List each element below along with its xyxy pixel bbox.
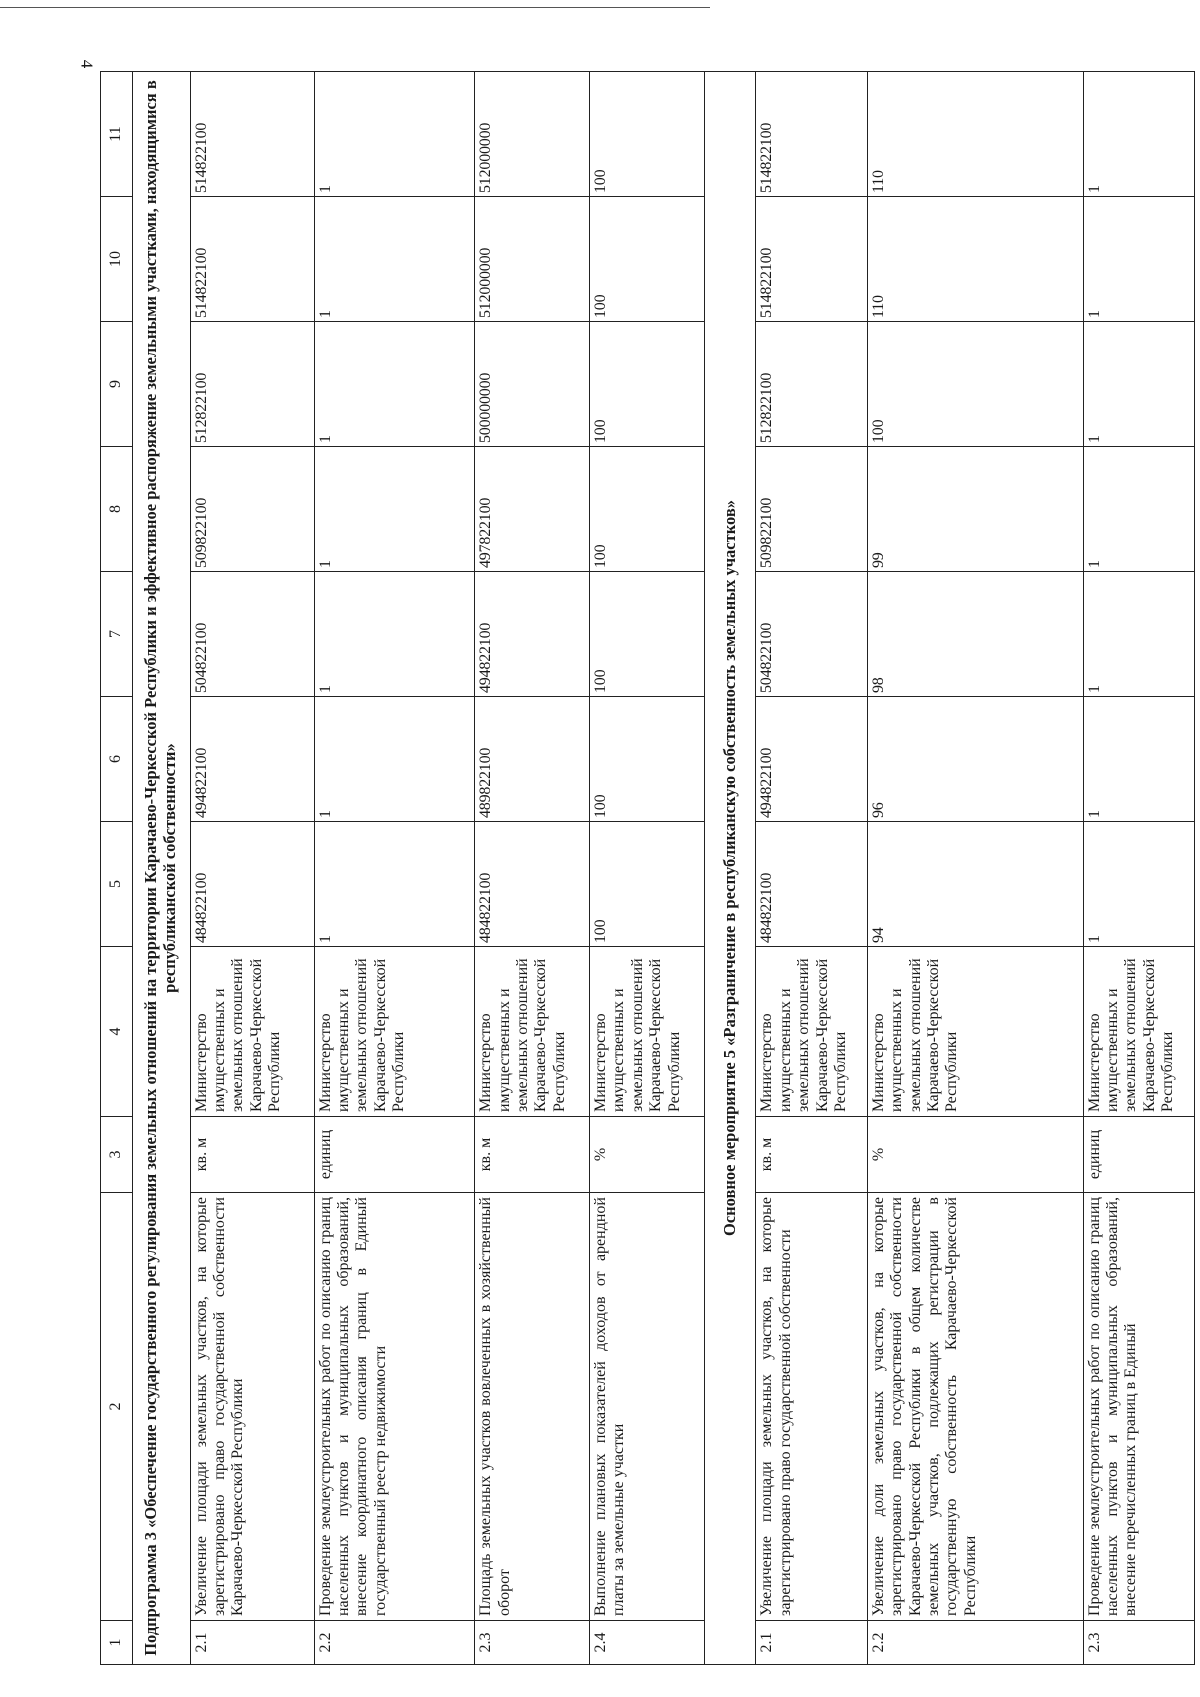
value-cell: 512822100 xyxy=(190,322,314,447)
header-cell: 5 xyxy=(101,822,133,947)
executor: Министерство имущественных и земельных отношений Карачаево-Черкесской Республики xyxy=(1083,947,1194,1117)
value-cell: 94 xyxy=(867,822,1083,947)
value-cell: 512000000 xyxy=(475,197,590,322)
unit: кв. м xyxy=(190,1117,314,1193)
value-cell: 512000000 xyxy=(475,72,590,197)
value-cell: 1 xyxy=(314,572,475,697)
executor: Министерство имущественных и земельных отношений Карачаево-Черкесской Республики xyxy=(190,947,314,1117)
value-cell: 1 xyxy=(1083,447,1194,572)
unit: единиц xyxy=(314,1117,475,1193)
header-row xyxy=(101,72,133,1665)
header-cell: 11 xyxy=(101,72,133,197)
top-rule xyxy=(0,7,710,8)
value-cell: 100 xyxy=(590,322,705,447)
value-cell: 1 xyxy=(314,697,475,822)
unit: кв. м xyxy=(756,1117,867,1193)
indicators-table xyxy=(100,71,1195,1665)
table-row xyxy=(590,72,705,1665)
value-cell: 484822100 xyxy=(756,822,867,947)
value-cell: 489822100 xyxy=(475,697,590,822)
header-cell: 4 xyxy=(101,947,133,1117)
value-cell: 1 xyxy=(314,447,475,572)
value-cell: 514822100 xyxy=(756,197,867,322)
section-title-row xyxy=(704,72,756,1665)
header-cell: 10 xyxy=(101,197,133,322)
value-cell: 484822100 xyxy=(475,822,590,947)
value-cell: 1 xyxy=(314,72,475,197)
value-cell: 514822100 xyxy=(756,72,867,197)
table-row xyxy=(190,72,314,1665)
table-row xyxy=(867,72,1083,1665)
row-number: 2.2 xyxy=(867,1621,1083,1665)
unit: единиц xyxy=(1083,1117,1194,1193)
document-sheet xyxy=(100,76,1195,1665)
value-cell: 99 xyxy=(867,447,1083,572)
table-row xyxy=(314,72,475,1665)
value-cell: 100 xyxy=(590,822,705,947)
header-cell: 9 xyxy=(101,322,133,447)
value-cell: 100 xyxy=(590,197,705,322)
value-cell: 512822100 xyxy=(756,322,867,447)
header-cell: 7 xyxy=(101,572,133,697)
header-cell: 2 xyxy=(101,1193,133,1621)
value-cell: 1 xyxy=(314,197,475,322)
row-number: 2.4 xyxy=(590,1621,705,1665)
value-cell: 514822100 xyxy=(190,197,314,322)
row-number: 2.3 xyxy=(1083,1621,1194,1665)
header-cell: 6 xyxy=(101,697,133,822)
table-row xyxy=(1083,72,1194,1665)
indicator-description: Увеличение площади земельных участков, на которые зарегистрировано право государственной собственности xyxy=(756,1193,867,1621)
row-number: 2.1 xyxy=(190,1621,314,1665)
value-cell: 504822100 xyxy=(190,572,314,697)
unit: % xyxy=(590,1117,705,1193)
value-cell: 100 xyxy=(590,697,705,822)
executor: Министерство имущественных и земельных отношений Карачаево-Черкесской Республики xyxy=(590,947,705,1117)
row-number: 2.1 xyxy=(756,1621,867,1665)
value-cell: 504822100 xyxy=(756,572,867,697)
value-cell: 484822100 xyxy=(190,822,314,947)
row-number: 2.2 xyxy=(314,1621,475,1665)
indicator-description: Проведение землеустроительных работ по описанию границ населенных пунктов и муниципальных образований, внесение перечисленных границ в Единый xyxy=(1083,1193,1194,1621)
value-cell: 509822100 xyxy=(190,447,314,572)
indicator-description: Площадь земельных участков вовлеченных в хозяйственный оборот xyxy=(475,1193,590,1621)
section-title: Подпрограмма 3 «Обеспечение государственного регулирования земельных отношений на территории Карачаево-Черкесской Республики и эффективное распоряжение земельными участками, находящимися в республиканской собственности» xyxy=(133,72,190,1665)
unit: % xyxy=(867,1117,1083,1193)
executor: Министерство имущественных и земельных отношений Карачаево-Черкесской Республики xyxy=(867,947,1083,1117)
page-number: 4 xyxy=(77,59,97,69)
table-row xyxy=(475,72,590,1665)
indicator-description: Увеличение площади земельных участков, на которые зарегистрировано право государственной собственности Карачаево-Черкесской Республики xyxy=(190,1193,314,1621)
value-cell: 110 xyxy=(867,72,1083,197)
executor: Министерство имущественных и земельных отношений Карачаево-Черкесской Республики xyxy=(314,947,475,1117)
value-cell: 500000000 xyxy=(475,322,590,447)
value-cell: 100 xyxy=(867,322,1083,447)
indicator-description: Проведение землеустроительных работ по описанию границ населенных пунктов и муниципальных образований, внесение координатного описания границ в Единый государственный реестр недвижимости xyxy=(314,1193,475,1621)
value-cell: 96 xyxy=(867,697,1083,822)
indicator-description: Увеличение доли земельных участков, на которые зарегистрировано право государственной собственности Карачаево-Черкесской Республики в общем количестве земельных участков, подлежащих регистрации в государственную собственность Карачаево-Черкесской Республики xyxy=(867,1193,1083,1621)
table-row xyxy=(756,72,867,1665)
header-cell: 8 xyxy=(101,447,133,572)
value-cell: 509822100 xyxy=(756,447,867,572)
value-cell: 110 xyxy=(867,197,1083,322)
indicator-description: Выполнение плановых показателей доходов от арендной платы за земельные участки xyxy=(590,1193,705,1621)
value-cell: 494822100 xyxy=(190,697,314,822)
value-cell: 1 xyxy=(1083,697,1194,822)
value-cell: 100 xyxy=(590,572,705,697)
executor: Министерство имущественных и земельных отношений Карачаево-Черкесской Республики xyxy=(475,947,590,1117)
row-number: 2.3 xyxy=(475,1621,590,1665)
value-cell: 1 xyxy=(1083,197,1194,322)
executor: Министерство имущественных и земельных отношений Карачаево-Черкесской Республики xyxy=(756,947,867,1117)
value-cell: 1 xyxy=(314,322,475,447)
value-cell: 497822100 xyxy=(475,447,590,572)
value-cell: 514822100 xyxy=(190,72,314,197)
section-title-row xyxy=(133,72,190,1665)
section-title: Основное мероприятие 5 «Разграничение в республиканскую собственность земельных участков» xyxy=(704,72,756,1665)
value-cell: 1 xyxy=(1083,572,1194,697)
value-cell: 494822100 xyxy=(475,572,590,697)
header-cell: 3 xyxy=(101,1117,133,1193)
value-cell: 1 xyxy=(1083,322,1194,447)
value-cell: 100 xyxy=(590,72,705,197)
value-cell: 1 xyxy=(1083,822,1194,947)
value-cell: 1 xyxy=(314,822,475,947)
header-cell: 1 xyxy=(101,1621,133,1665)
value-cell: 100 xyxy=(590,447,705,572)
value-cell: 1 xyxy=(1083,72,1194,197)
value-cell: 98 xyxy=(867,572,1083,697)
unit: кв. м xyxy=(475,1117,590,1193)
value-cell: 494822100 xyxy=(756,697,867,822)
